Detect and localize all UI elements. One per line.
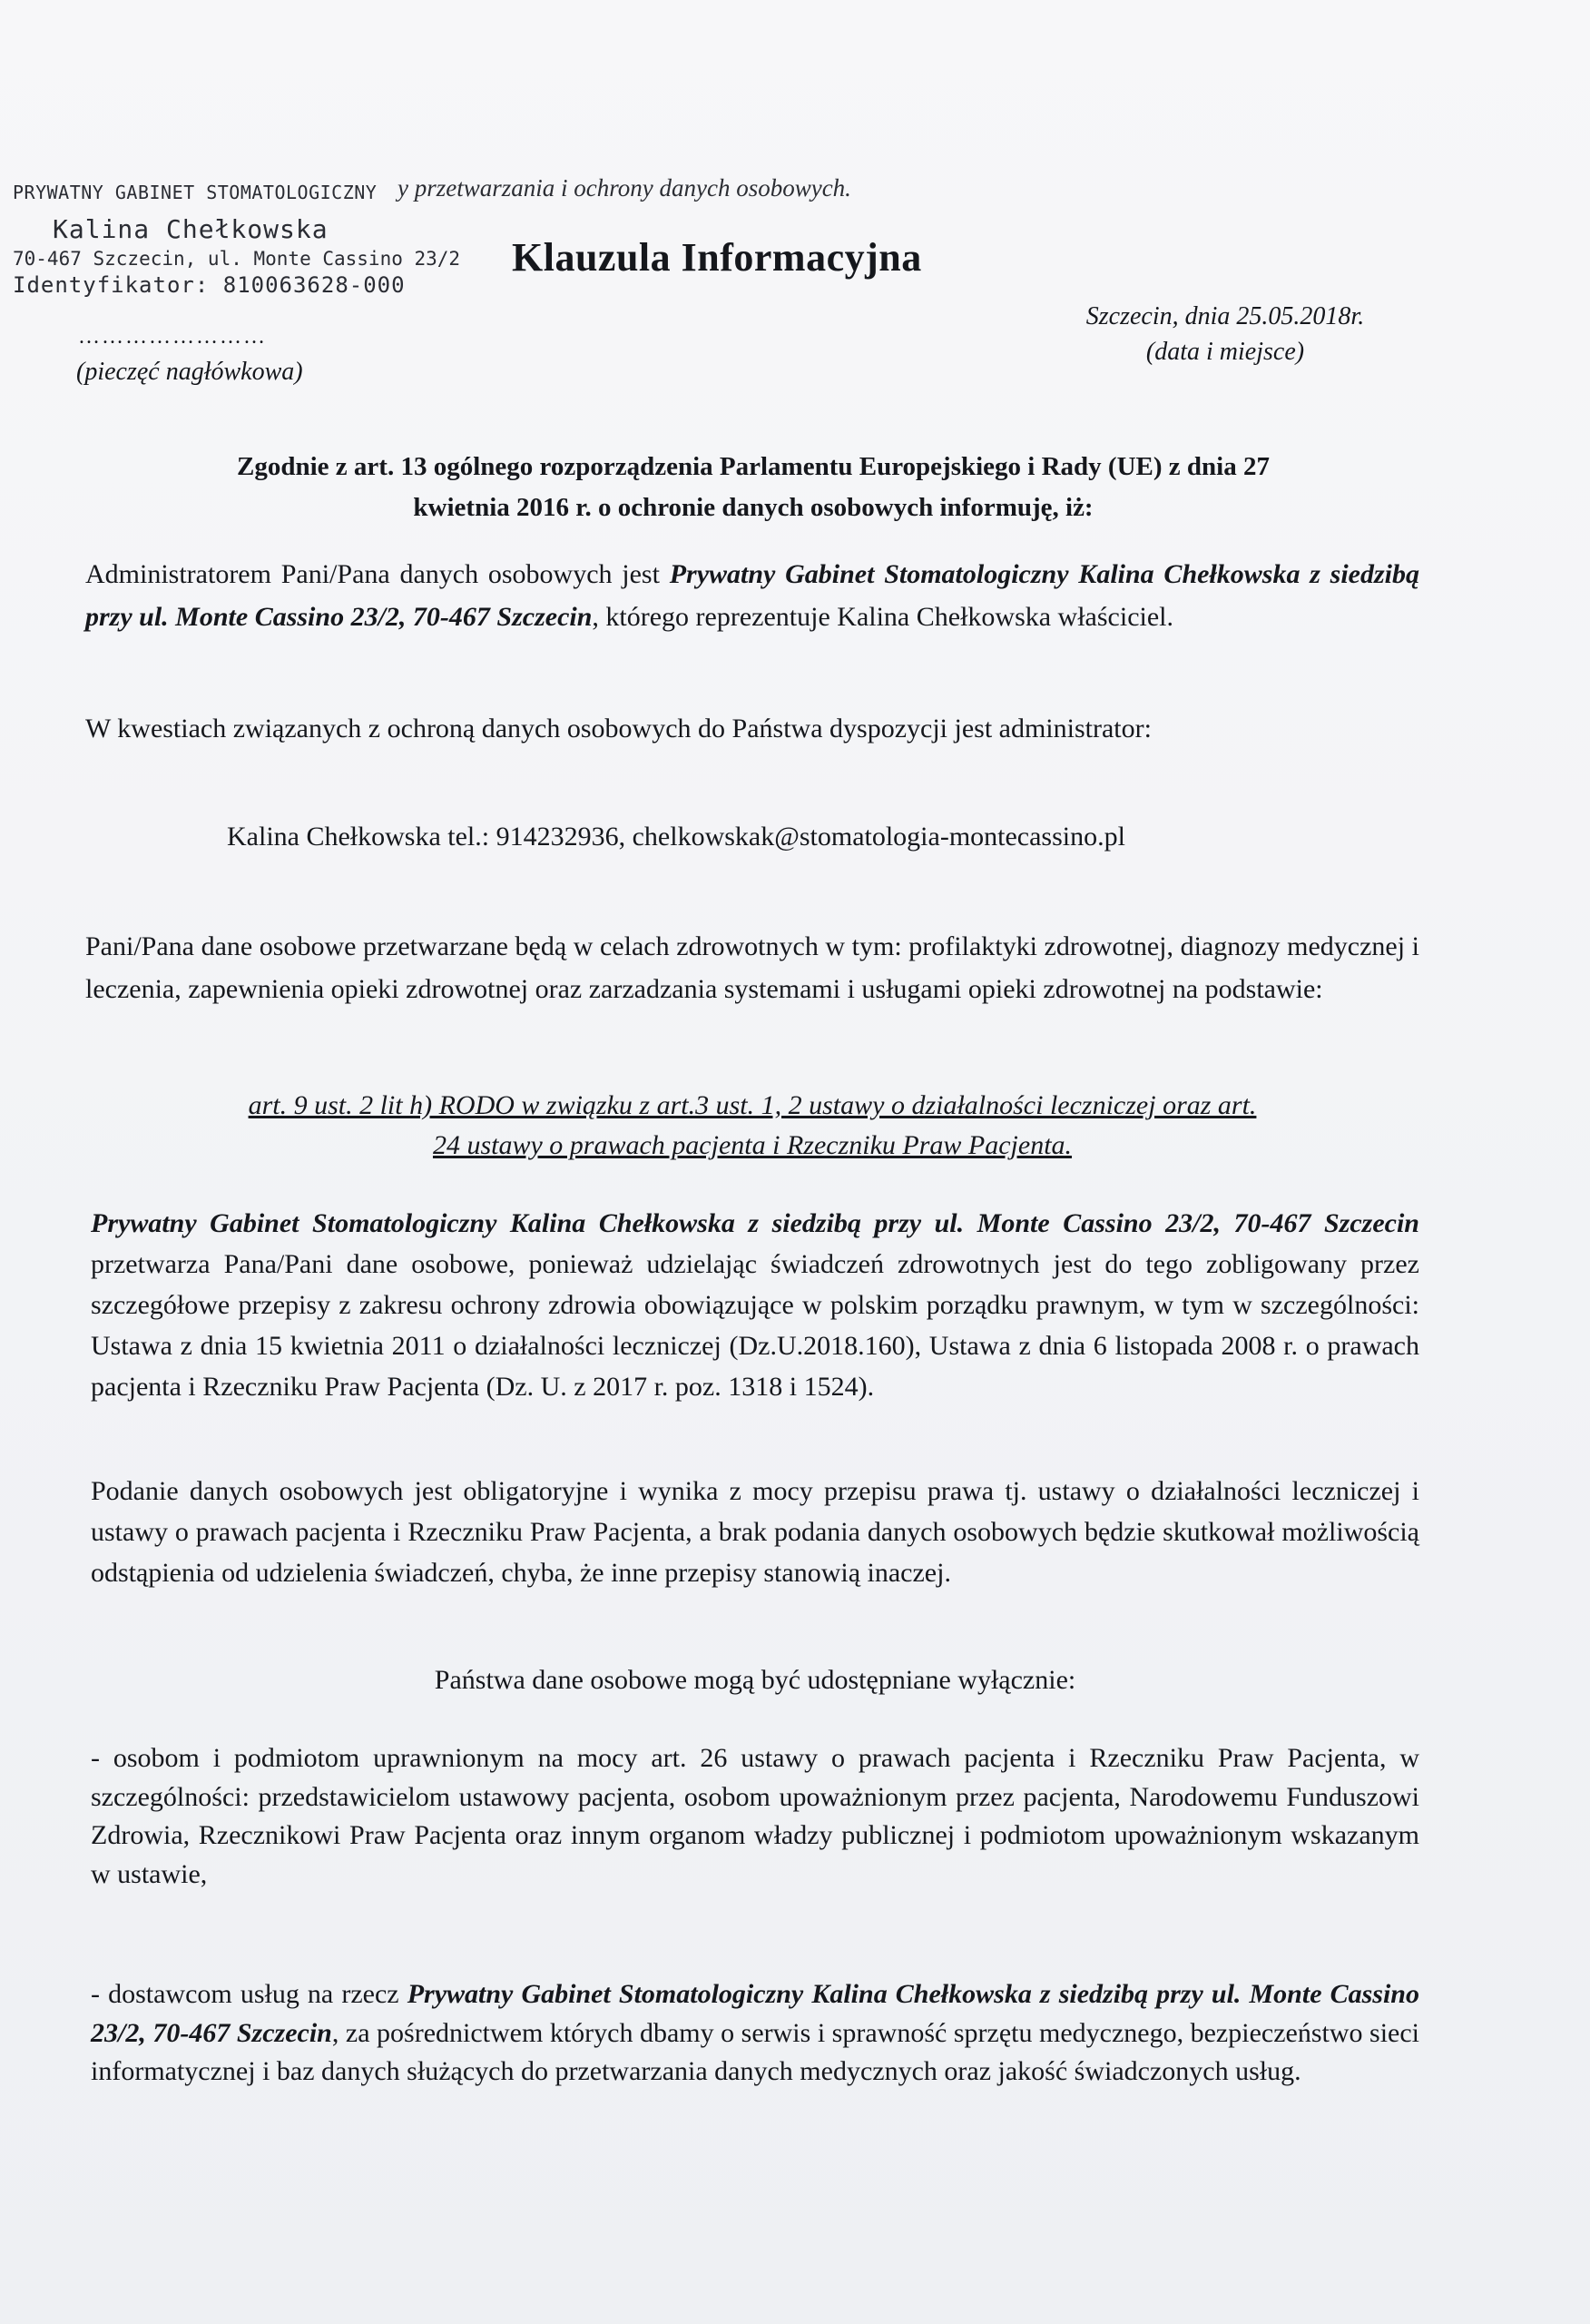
legal-basis	[85, 1086, 1419, 1165]
document-date: Szczecin, dnia 25.05.2018r.	[1085, 302, 1365, 330]
stamp-dots: ……………………	[78, 325, 267, 349]
stamp-identifier: Identyfikator: 810063628-000	[13, 272, 406, 298]
administrator-paragraph	[85, 554, 1419, 638]
header-tail-text: y przetwarzania i ochrony danych osobowych.	[398, 174, 851, 202]
legal-basis-line-1: art. 9 ust. 2 lit h) RODO w związku z art.3 ust. 1, 2 ustawy o działalności leczniczej oraz art.	[248, 1090, 1257, 1120]
stamp-owner-name: Kalina Chełkowska	[53, 214, 329, 244]
intro-line-2: kwietnia 2016 r. o ochronie danych osobowych informuję, iż:	[413, 492, 1094, 522]
sharing-item-1: - osobom i podmiotom uprawnionym na mocy art. 26 ustawy o prawach pacjenta i Rzeczniku Praw Pacjenta, w szczególności: przedstawicielom ustawowy pacjenta, osobom upoważnionym przez pacjenta, Narodowemu Funduszowi Zdrowia, Rzecznikowi Praw Pacjenta oraz innym organom władzy publicznej i podmiotom upoważnionym wskazanym w ustawie,	[91, 1743, 1419, 1889]
sharing-item-2	[91, 1975, 1419, 2092]
contact-line: Kalina Chełkowska tel.: 914232936, chelkowskak@stomatologia-montecassino.pl	[227, 822, 1125, 852]
legal-basis-line-2: 24 ustawy o prawach pacjenta i Rzeczniku Praw Pacjenta.	[432, 1129, 1073, 1160]
administrator-entity: Prywatny Gabinet Stomatologiczny Kalina Chełkowska z siedzibą przy ul. Monte Cassino 23/2, 70-467 Szczecin	[85, 559, 1419, 632]
intro-text	[91, 447, 1416, 528]
sharing-item-2-details: , za pośrednictwem których dbamy o serwis i sprawność sprzętu medycznego, bezpieczeństwo sieci informatycznej i baz danych służących do przetwarzania danych medycznych oraz jakość świadczonych usług.	[91, 2017, 1419, 2087]
processing-details: przetwarza Pana/Pani dane osobowe, ponieważ udzielając świadczeń zdrowotnych jest do tego zobligowany przez szczegółowe przepisy z zakresu ochrony zdrowia obowiązujące w polskim porządku prawnym, w tym w szczególności: Ustawa z dnia 15 kwietnia 2011 o działalności leczniczej (Dz.U.2018.160), Ustawa z dnia 6 listopada 2008 r. o prawach pacjenta i Rzeczniku Praw Pacjenta (Dz. U. z 2017 r. poz. 1318 i 1524).	[91, 1249, 1419, 1402]
stamp-clinic-name: PRYWATNY GABINET STOMATOLOGICZNY	[13, 182, 378, 203]
document-title: Klauzula Informacyjna	[512, 235, 922, 280]
stamp-caption: (pieczęć nagłówkowa)	[76, 358, 303, 386]
date-caption: (data i miejsce)	[1145, 338, 1305, 366]
obligatory-paragraph: Podanie danych osobowych jest obligatoryjne i wynika z mocy przepisu prawa tj. ustawy o działalności leczniczej i ustawy o prawach pacjenta i Rzeczniku Praw Pacjenta, a brak podania danych osobowych będzie skutkował możliwością odstąpienia od udzielenia świadczeń, chyba, że inne przepisy stanowią inaczej.	[91, 1476, 1419, 1588]
processing-entity: Prywatny Gabinet Stomatologiczny Kalina Chełkowska z siedzibą przy ul. Monte Cassino 23/2, 70-467 Szczecin	[91, 1208, 1419, 1238]
administrator-representation: , którego reprezentuje Kalina Chełkowska właściciel.	[592, 601, 1173, 632]
intro-line-1: Zgodnie z art. 13 ogólnego rozporządzenia Parlamentu Europejskiego i Rady (UE) z dnia 27	[237, 452, 1270, 481]
administrator-intro: Administratorem Pani/Pana danych osobowych jest	[85, 559, 670, 589]
contact-paragraph: W kwestiach związanych z ochroną danych osobowych do Państwa dyspozycji jest administrator:	[85, 714, 1152, 743]
sharing-item-2-entity: Prywatny Gabinet Stomatologiczny Kalina Chełkowska z siedzibą przy ul. Monte Cassino 23/2, 70-467 Szczecin	[91, 1979, 1419, 2048]
processing-paragraph	[91, 1203, 1419, 1407]
sharing-heading: Państwa dane osobowe mogą być udostępniane wyłącznie:	[434, 1665, 1076, 1695]
sharing-item-2-intro: - dostawcom usług na rzecz	[91, 1979, 407, 2009]
purposes-paragraph: Pani/Pana dane osobowe przetwarzane będą w celach zdrowotnych w tym: profilaktyki zdrowotnej, diagnozy medycznej i leczenia, zapewnienia opieki zdrowotnej oraz zarzadzania systemami i usługami opieki zdrowotnej na podstawie:	[85, 931, 1419, 1004]
stamp-address: 70-467 Szczecin, ul. Monte Cassino 23/2	[13, 248, 461, 270]
